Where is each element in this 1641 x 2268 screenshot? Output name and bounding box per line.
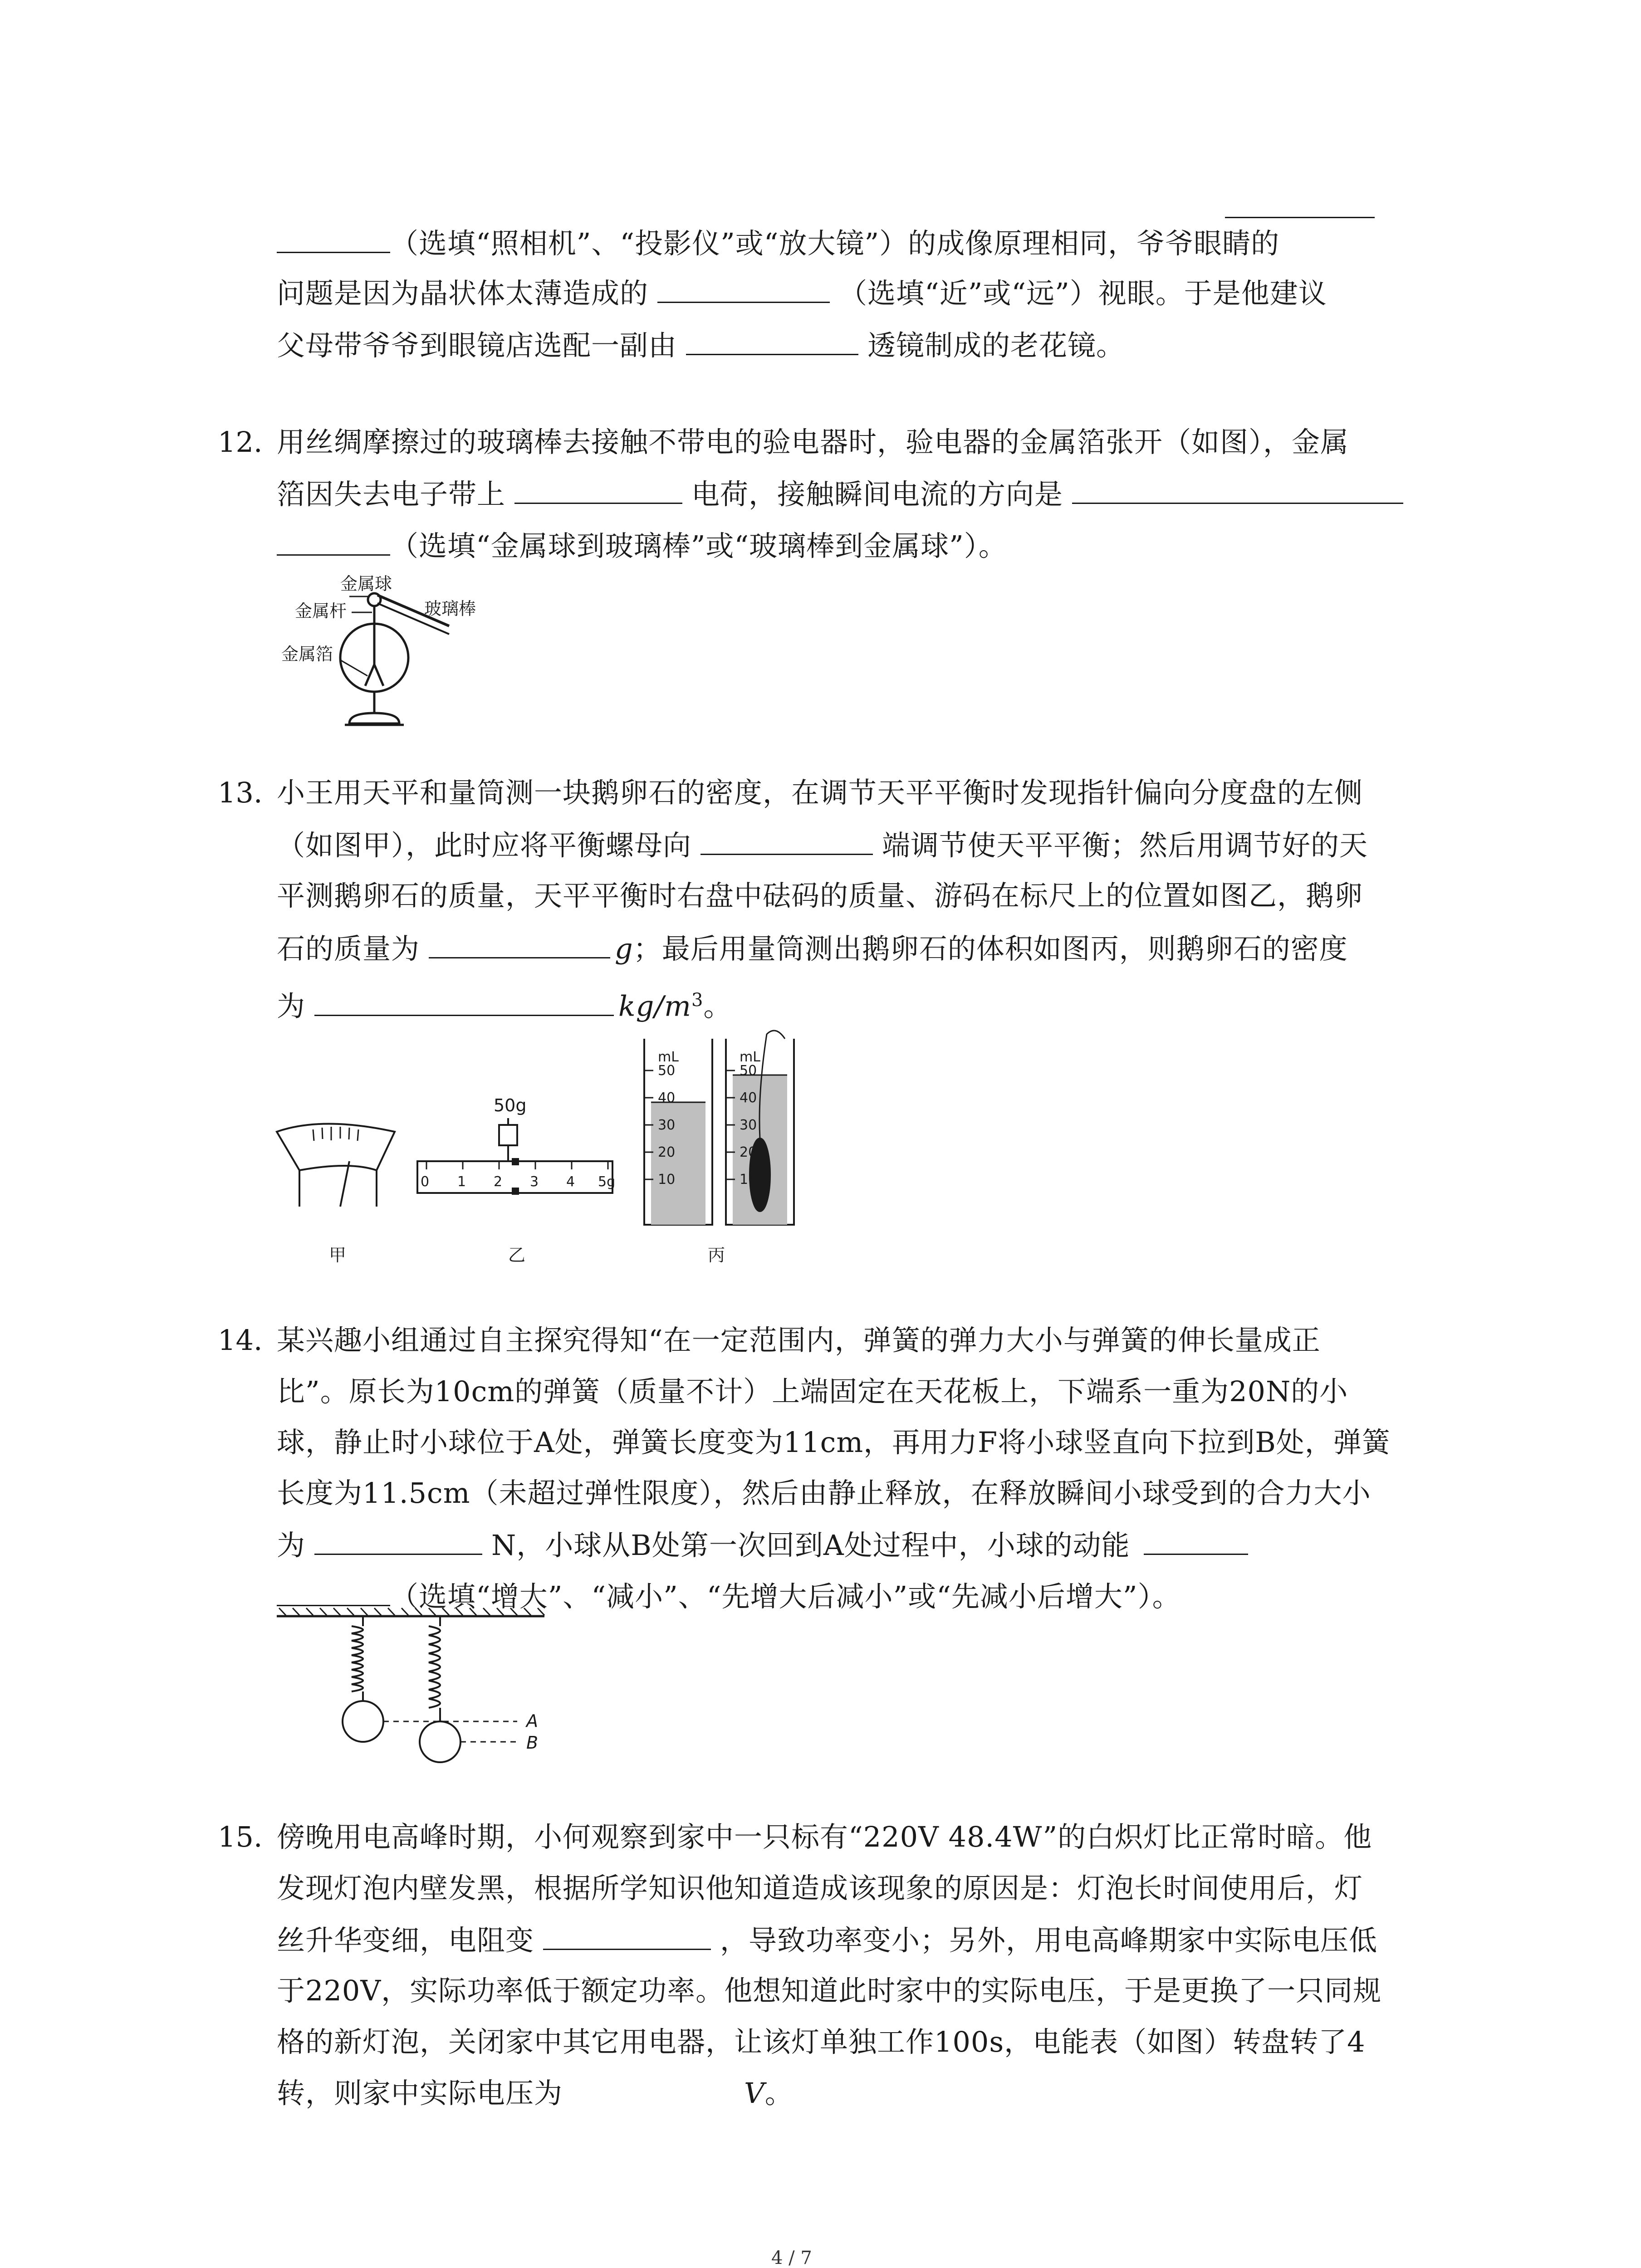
- q13-line4: 石的质量为 g；最后用量筒测出鹅卵石的体积如图丙，则鹅卵石的密度: [277, 930, 1348, 967]
- electroscope-base: [349, 713, 399, 723]
- q15-line5: 格的新灯泡，关闭家中其它用电器，让该灯单独工作100s，电能表（如图）转盘转了4: [277, 2025, 1366, 2058]
- q14-line6: （选填“增大”、“减小”、“先增大后减小”或“先减小后增大”）。: [277, 1578, 1181, 1615]
- cylinder-right-tick-20: 20: [740, 1144, 757, 1160]
- q13-line3: 平测鹅卵石的质量，天平平衡时右盘中砝码的质量、游码在标尺上的位置如图乙，鹅卵: [277, 879, 1363, 912]
- measuring-cylinder-left: [644, 1039, 712, 1225]
- electroscope-figure: [281, 567, 508, 730]
- scale-tick-5: 5g: [598, 1174, 616, 1190]
- q13-number: 13.: [218, 776, 263, 809]
- q15-line6: 转，则家中实际电压为 V。: [277, 2077, 794, 2110]
- label-metal-rod: 金属杆: [295, 601, 347, 621]
- balance-dial: [277, 1124, 395, 1207]
- q11-blank-3[interactable]: [686, 327, 858, 355]
- q14-line3: 球，静止时小球位于A处，弹簧长度变为11cm，再用力F将小球竖直向下拉到B处，弹簧: [277, 1426, 1391, 1459]
- label-glass-rod: 玻璃棒: [424, 599, 476, 619]
- scale-tick-0: 0: [421, 1174, 430, 1190]
- label-metal-ball: 金属球: [340, 574, 392, 594]
- spring-figure: [272, 1608, 590, 1780]
- cylinder-left-tick-10: 10: [658, 1172, 676, 1188]
- q11-line3: 父母带爷爷到眼镜店选配一副由 透镜制成的老花镜。: [277, 327, 1125, 364]
- q14-number: 14.: [218, 1324, 263, 1357]
- q15-line4: 于220V，实际功率低于额定功率。他想知道此时家中的实际电压，于是更换了一只同规: [277, 1974, 1382, 2007]
- q14-line1: 某兴趣小组通过自主探究得知“在一定范围内，弹簧的弹力大小与弹簧的伸长量成正: [277, 1324, 1321, 1357]
- q15-line3: 丝升华变细，电阻变 ，导致功率变小；另外，用电高峰期家中实际电压低: [277, 1921, 1377, 1959]
- figure-label-yi: 乙: [508, 1245, 526, 1265]
- q14-blank-2b[interactable]: [277, 1578, 390, 1606]
- q15-number: 15.: [218, 1820, 263, 1853]
- weight-label: 50g: [494, 1095, 527, 1115]
- spring-left: [352, 1617, 363, 1701]
- q14-blank-2a[interactable]: [1144, 1526, 1248, 1555]
- q12-line2: 箔因失去电子带上 电荷，接触瞬间电流的方向是: [277, 475, 1403, 513]
- q11-blank-top[interactable]: [1225, 217, 1375, 218]
- scale-weight: [499, 1125, 517, 1145]
- scale-tick-1: 1: [457, 1174, 466, 1190]
- q12-blank-2b[interactable]: [277, 527, 390, 556]
- q12-number: 12.: [218, 425, 263, 459]
- cylinder-right-tick-10: 10: [740, 1172, 757, 1188]
- balance-cylinder-figure: [272, 1025, 862, 1279]
- cylinder-left-tick-20: 20: [658, 1144, 676, 1160]
- cylinder-left-tick-30: 30: [658, 1117, 676, 1133]
- q15-blank-1[interactable]: [543, 1921, 711, 1950]
- level-a-label: A: [526, 1711, 538, 1731]
- q14-blank-1[interactable]: [314, 1526, 482, 1555]
- figure-label-jia: 甲: [329, 1245, 347, 1265]
- ball-at-b: [420, 1721, 460, 1762]
- label-metal-foil: 金属箔: [281, 644, 333, 664]
- q11-blank-1[interactable]: [277, 225, 390, 253]
- q12-blank-1[interactable]: [514, 475, 682, 504]
- cylinder-left-tick-50: 50: [658, 1063, 676, 1079]
- cylinder-right-unit: mL: [740, 1049, 760, 1065]
- q11-line1: （选填“照相机”、“投影仪”或“放大镜”）的成像原理相同，爷爷眼睛的: [277, 225, 1279, 262]
- q14-line4: 长度为11.5cm（未超过弹性限度），然后由静止释放，在释放瞬间小球受到的合力大小: [277, 1476, 1371, 1510]
- q11-blank-2[interactable]: [657, 274, 830, 303]
- q13-line5: 为 $kg/m^3$。: [277, 982, 732, 1025]
- q14-line5: 为 N，小球从B处第一次回到A处过程中，小球的动能: [277, 1526, 1248, 1564]
- cylinder-right-tick-50: 50: [740, 1063, 757, 1079]
- cylinder-right-tick-40: 40: [740, 1090, 757, 1106]
- figure-label-bing: 丙: [708, 1245, 725, 1265]
- q15-line2: 发现灯泡内壁发黑，根据所学知识他知道造成该现象的原因是：灯泡长时间使用后，灯: [277, 1872, 1363, 1905]
- rider-scale: [417, 1118, 612, 1193]
- spring-right: [429, 1617, 440, 1721]
- q13-blank-1[interactable]: [700, 826, 873, 855]
- q13-line2: （如图甲），此时应将平衡螺母向 端调节使天平平衡；然后用调节好的天: [277, 826, 1368, 864]
- q14-line2: 比”。原长为10cm的弹簧（质量不计）上端固定在天花板上，下端系一重为20N的小: [277, 1375, 1348, 1408]
- q13-line1: 小王用天平和量筒测一块鹅卵石的密度，在调节天平平衡时发现指针偏向分度盘的左侧: [277, 776, 1363, 809]
- q12-line1: 用丝绸摩擦过的玻璃棒去接触不带电的验电器时，验电器的金属箔张开（如图），金属: [277, 425, 1349, 459]
- scale-tick-4: 4: [566, 1174, 575, 1190]
- page-number: 4 / 7: [771, 2248, 812, 2268]
- cylinder-left-unit: mL: [658, 1049, 679, 1065]
- metal-foil-right: [374, 665, 383, 686]
- scale-tick-3: 3: [530, 1174, 539, 1190]
- cylinder-left-tick-40: 40: [658, 1090, 676, 1106]
- scale-tick-2: 2: [494, 1174, 503, 1190]
- cylinder-right-tick-30: 30: [740, 1117, 757, 1133]
- ball-at-a: [343, 1701, 383, 1742]
- q13-blank-2[interactable]: [429, 930, 610, 958]
- q12-blank-2a[interactable]: [1072, 475, 1403, 504]
- q13-blank-3[interactable]: [314, 987, 614, 1016]
- rider: [512, 1158, 519, 1165]
- level-b-label: B: [526, 1733, 539, 1753]
- q11-line2: 问题是因为晶状体太薄造成的 （选填“近”或“远”）视眼。于是他建议: [277, 274, 1327, 312]
- q12-line3: （选填“金属球到玻璃棒”或“玻璃棒到金属球”）。: [277, 527, 1007, 564]
- q15-line1: 傍晚用电高峰时期，小何观察到家中一只标有“220V 48.4W”的白炽灯比正常时暗。他: [277, 1820, 1372, 1853]
